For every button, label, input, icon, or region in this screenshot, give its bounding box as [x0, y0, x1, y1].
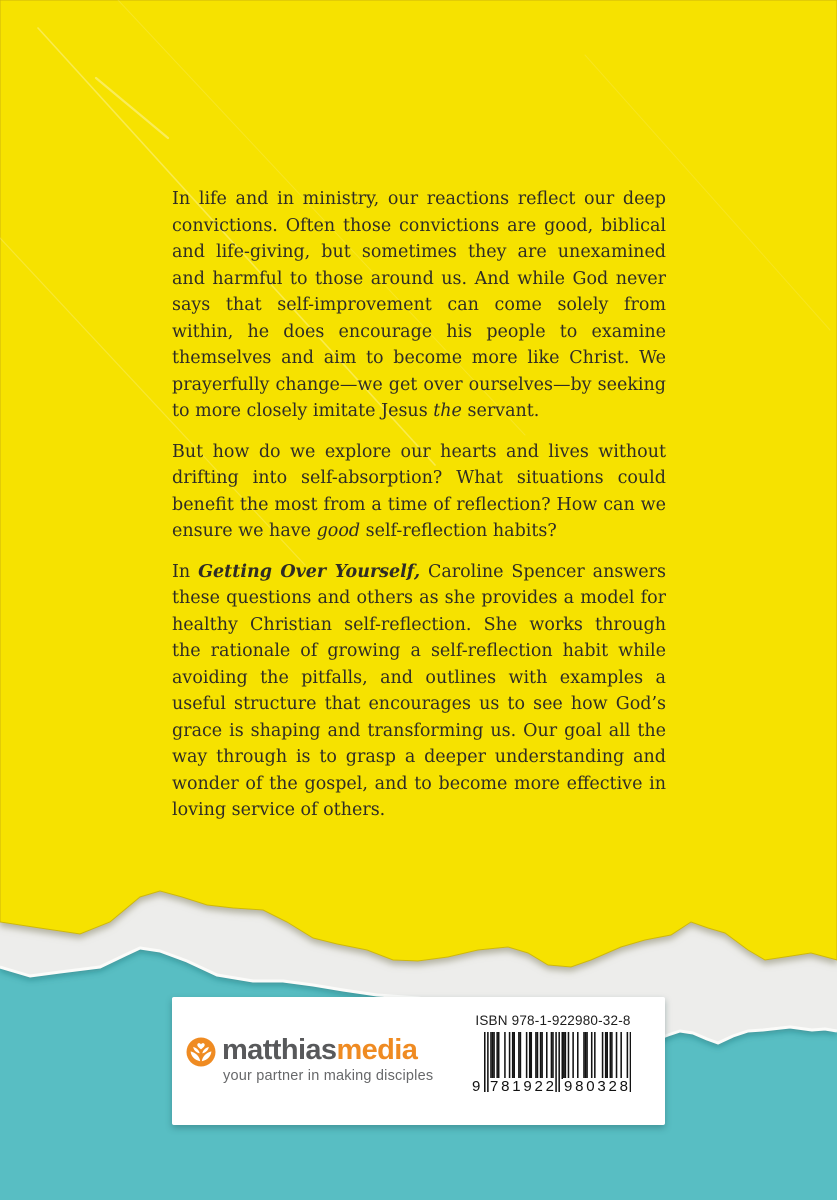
wordmark-media: media [336, 1034, 418, 1066]
wordmark-matthias: matthias [222, 1034, 337, 1066]
barcode-bars [472, 1032, 642, 1094]
blurb-paragraph: In Getting Over Yourself, Caroline Spencer answers these questions and others as she provides a model for healthy Christian self-reflection. She works through the rationale of growing a self-reflection habit while avoiding the pitfalls, and outlines with examples a useful structure that encourages us to see how God’s grace is shaping and transforming us. Our goal all the way through is to grasp a deeper understanding and wonder of the gospel, and to become more effective in loving service of others. [172, 561, 667, 820]
matthias-media-logo [186, 1035, 456, 1105]
publisher-imprint-box [172, 997, 665, 1125]
barcode-digit-group-2: 9 8 0 3 2 8 [564, 1078, 628, 1095]
isbn-label: ISBN 978-1-922980-32-8 [475, 1013, 631, 1028]
barcode-lead-digit: 9 [472, 1078, 481, 1095]
publisher-wordmark [222, 1031, 417, 1069]
barcode-digit-group-1: 7 8 1 9 2 2 [490, 1078, 554, 1095]
barcode-digits [472, 1078, 642, 1096]
blurb-paragraph: But how do we explore our hearts and lives without drifting into self-absorption? What situations could benefit the most from a time of reflection? How can we ensure we have good self-reflection habits? [172, 441, 666, 541]
seedling-heart-icon [186, 1037, 216, 1067]
barcode [472, 1013, 642, 1113]
back-cover-blurb [172, 186, 666, 824]
publisher-tagline: your partner in making disciples [223, 1068, 434, 1084]
blurb-paragraph: In life and in ministry, our reactions reflect our deep convictions. Often those convictions are good, biblical and life-giving, but sometimes they are unexamined and harmful to those around us. And while God never says that self-improvement can come solely from within, he does encourage his people to examine themselves and aim to become more like Christ. We prayerfully change—we get over ourselves—by seeking to more closely imitate Jesus the servant. [172, 189, 666, 421]
